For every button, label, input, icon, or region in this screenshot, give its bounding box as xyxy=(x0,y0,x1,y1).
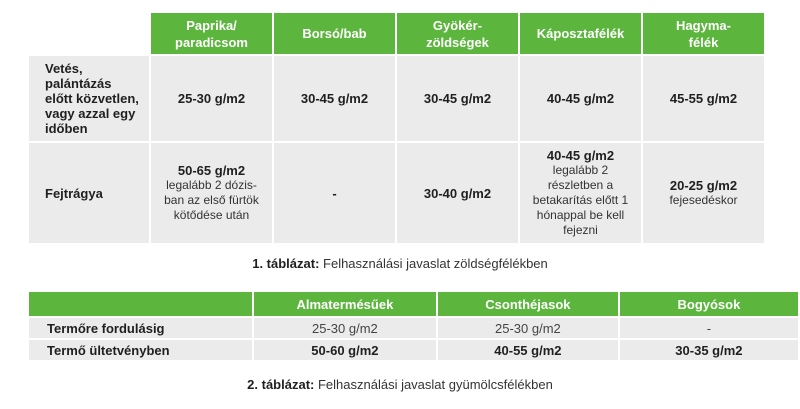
table-cell xyxy=(520,56,641,141)
cell-value: 30-40 g/m2 xyxy=(423,185,492,201)
cell-value: 40-45 g/m2 xyxy=(546,148,615,163)
table-header-row xyxy=(29,292,798,316)
row-label xyxy=(29,56,149,141)
caption-text: Felhasználási javaslat zöldségfélékben xyxy=(319,256,548,271)
table-header-row xyxy=(29,13,764,54)
row-label xyxy=(29,143,149,243)
column-header-csonthejasok: Csonthéjasok xyxy=(438,292,618,316)
header-text: Borsó/bab xyxy=(302,26,367,41)
table-cell: 30-35 g/m2 xyxy=(620,340,798,360)
caption-label: 2. táblázat: xyxy=(247,377,315,392)
table-cell xyxy=(397,56,518,141)
cell-note: fejesedéskor xyxy=(669,193,738,207)
vegetable-table xyxy=(27,11,766,245)
header-text: Hagyma- félék xyxy=(676,17,731,50)
cell-value: 30-45 g/m2 xyxy=(423,91,492,106)
row-label: Termő ültetvényben xyxy=(29,340,252,360)
table-cell xyxy=(520,143,641,243)
column-header-gyoker xyxy=(397,13,518,54)
cell-value: 45-55 g/m2 xyxy=(669,91,738,106)
table-cell xyxy=(643,56,764,141)
table-caption xyxy=(0,256,800,271)
table-cell xyxy=(151,56,272,141)
table-cell: 40-55 g/m2 xyxy=(438,340,618,360)
cell-value: 25-30 g/m2 xyxy=(177,91,246,106)
fruit-table xyxy=(27,290,800,362)
header-text: Káposztafélék xyxy=(536,26,625,41)
column-header-hagyma xyxy=(643,13,764,54)
table-cell xyxy=(643,143,764,243)
cell-value: 50-65 g/m2 xyxy=(177,163,246,178)
table-corner-cell xyxy=(29,13,149,54)
cell-value: - xyxy=(332,185,337,201)
row-label-text: Fejtrágya xyxy=(45,185,103,201)
table-caption xyxy=(0,377,800,392)
table-corner-cell xyxy=(29,292,252,316)
row-label-text: Vetés, palántázás előtt közvetlen, vagy azzal egy időben xyxy=(45,61,139,136)
table-cell xyxy=(397,143,518,243)
header-text: Gyökér- zöldségek xyxy=(426,17,489,50)
header-text: Paprika/ paradicsom xyxy=(175,17,248,50)
caption-text: Felhasználási javaslat gyümölcsfélékben xyxy=(314,377,553,392)
table-cell xyxy=(274,56,395,141)
table-cell: 50-60 g/m2 xyxy=(254,340,436,360)
cell-value: 30-45 g/m2 xyxy=(300,91,369,106)
table-row xyxy=(29,143,764,243)
cell-value: 40-45 g/m2 xyxy=(546,91,615,106)
column-header-paprika xyxy=(151,13,272,54)
table-cell: 25-30 g/m2 xyxy=(438,318,618,338)
table-row xyxy=(29,318,798,338)
table-cell: 25-30 g/m2 xyxy=(254,318,436,338)
column-header-borso xyxy=(274,13,395,54)
cell-note: legalább 2 dózis- ban az első fürtök kötődése után xyxy=(164,178,259,222)
table-cell xyxy=(274,143,395,243)
column-header-kaposzta xyxy=(520,13,641,54)
column-header-bogyosok: Bogyósok xyxy=(620,292,798,316)
cell-note: legalább 2 részletben a betakarítás előtt 1 hónappal be kell fejezni xyxy=(532,163,629,237)
column-header-almatermesuek: Almatermésűek xyxy=(254,292,436,316)
table-row xyxy=(29,340,798,360)
table-row xyxy=(29,56,764,141)
row-label: Termőre fordulásig xyxy=(29,318,252,338)
table-cell: - xyxy=(620,318,798,338)
cell-value: 20-25 g/m2 xyxy=(669,178,738,193)
caption-label: 1. táblázat: xyxy=(252,256,320,271)
table-cell xyxy=(151,143,272,243)
